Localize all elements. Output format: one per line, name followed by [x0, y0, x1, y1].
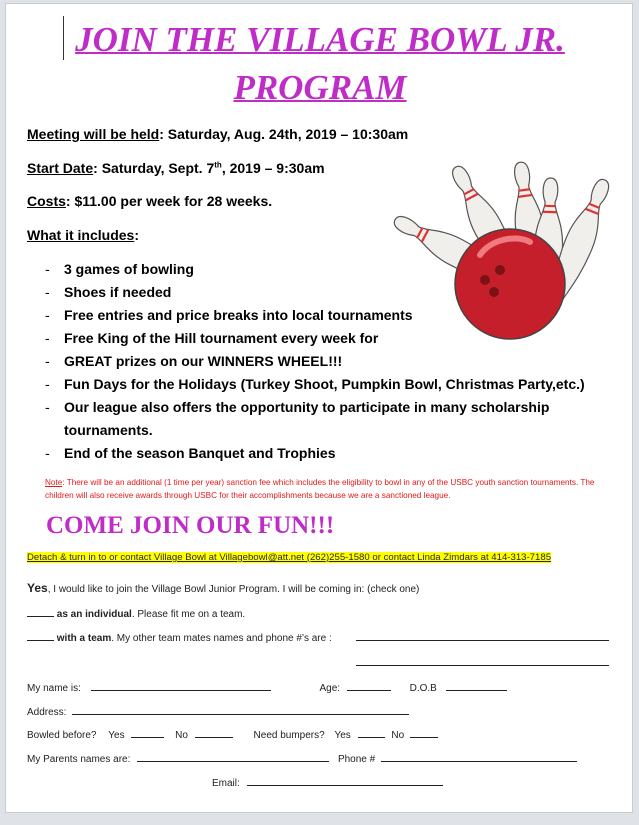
yes-text: , I would like to join the Village Bowl Junior Program. I will be coming in: (check one): [47, 584, 420, 595]
dob-label: D.O.B: [409, 683, 437, 694]
bumpers-no-label: No: [391, 730, 405, 741]
bumpers-yes-label: Yes: [334, 730, 351, 741]
come-join-heading: COME JOIN OUR FUN!!!: [46, 512, 335, 539]
yes-line: [27, 581, 419, 595]
note-label: Note: [45, 478, 63, 487]
bowled-label: Bowled before?: [27, 730, 97, 741]
bowled-yes-field[interactable]: [131, 728, 164, 738]
list-item: - 3 games of bowling: [44, 258, 604, 281]
parents-phone-line: [27, 752, 577, 765]
address-field[interactable]: [72, 705, 409, 715]
individual-label: as an individual: [56, 609, 132, 620]
list-item: - Fun Days for the Holidays (Turkey Shoot, Pumpkin Bowl, Christmas Party,etc.): [44, 373, 604, 396]
parents-field[interactable]: [137, 752, 329, 762]
team-line: [27, 631, 332, 644]
email-label: Email:: [212, 778, 240, 789]
list-item: - GREAT prizes on our WINNERS WHEEL!!!: [44, 350, 604, 373]
flyer-page: [5, 3, 633, 813]
includes-heading: [27, 227, 139, 243]
bowling-pins-image: [390, 160, 622, 350]
bumpers-label: Need bumpers?: [253, 730, 325, 741]
team-label: with a team: [56, 633, 112, 644]
individual-line: [27, 607, 245, 620]
individual-text: . Please fit me on a team.: [131, 609, 246, 620]
list-item: - End of the season Banquet and Trophies: [44, 442, 604, 465]
phone-label: Phone #: [337, 754, 376, 765]
meeting-label: Meeting will be held: [27, 126, 160, 142]
meeting-value: : Saturday, Aug. 24th, 2019 – 10:30am: [159, 126, 409, 142]
costs-value: : $11.00 per week for 28 weeks.: [65, 193, 273, 209]
teammates-field-1[interactable]: [356, 631, 609, 641]
bowled-yes-label: Yes: [108, 730, 125, 741]
email-field[interactable]: [247, 776, 443, 786]
includes-colon: :: [134, 227, 140, 243]
age-field[interactable]: [347, 681, 391, 691]
list-item: - Shoes if needed: [44, 281, 604, 304]
email-line: [212, 776, 443, 789]
start-label: Start Date: [27, 160, 94, 176]
age-label: Age:: [319, 683, 341, 694]
parents-label: My Parents names are:: [27, 754, 131, 765]
address-label: Address:: [27, 707, 67, 718]
bumpers-no-field[interactable]: [410, 728, 438, 738]
teammates-line-1: [356, 631, 609, 644]
start-date-line: [27, 160, 325, 176]
detach-contact-line: Detach & turn in to or contact Village Bowl at Villagebowl@att.net (262)255-1580 or contact Linda Zimdars at 414-313-7185: [27, 552, 552, 563]
bowled-bumpers-line: [27, 728, 438, 741]
bowled-no-field[interactable]: [195, 728, 233, 738]
meeting-line: [27, 126, 408, 142]
list-item: - Our league also offers the opportunity to participate in many scholarship tournaments.: [44, 396, 604, 442]
phone-field[interactable]: [381, 752, 577, 762]
note-text: : There will be an additional (1 time per year) sanction fee which includes the eligibility to bowl in any of the USBC youth sanction tournaments. The children will also receive awards through USBC for their accomplishments because we are a sanctioned league.: [45, 478, 595, 500]
list-item: - Free King of the Hill tournament every week for: [44, 327, 604, 350]
yes-word: Yes: [27, 581, 48, 595]
title-line-2: PROGRAM: [233, 68, 407, 107]
costs-label: Costs: [27, 193, 66, 209]
name-field[interactable]: [91, 681, 271, 691]
teammates-line-2: [356, 656, 609, 669]
sanction-note: [45, 476, 617, 502]
title-line-1: JOIN THE VILLAGE BOWL JR.: [75, 20, 565, 59]
team-checkbox-blank[interactable]: [27, 631, 54, 641]
start-value-a: : Saturday, Sept. 7: [93, 160, 215, 176]
dob-field[interactable]: [446, 681, 507, 691]
start-sup: th: [214, 160, 222, 170]
individual-checkbox-blank[interactable]: [27, 607, 54, 617]
start-value-b: , 2019 – 9:30am: [221, 160, 325, 176]
name-age-dob-line: [27, 681, 507, 694]
name-label: My name is:: [27, 683, 81, 694]
teammates-field-2[interactable]: [356, 656, 609, 666]
includes-label: What it includes: [27, 227, 135, 243]
address-line: [27, 705, 409, 718]
costs-line: [27, 193, 272, 209]
bowled-no-label: No: [175, 730, 188, 741]
team-text: . My other team mates names and phone #’s are :: [111, 633, 332, 644]
bumpers-yes-field[interactable]: [358, 728, 385, 738]
list-item: - Free entries and price breaks into local tournaments: [44, 304, 604, 327]
